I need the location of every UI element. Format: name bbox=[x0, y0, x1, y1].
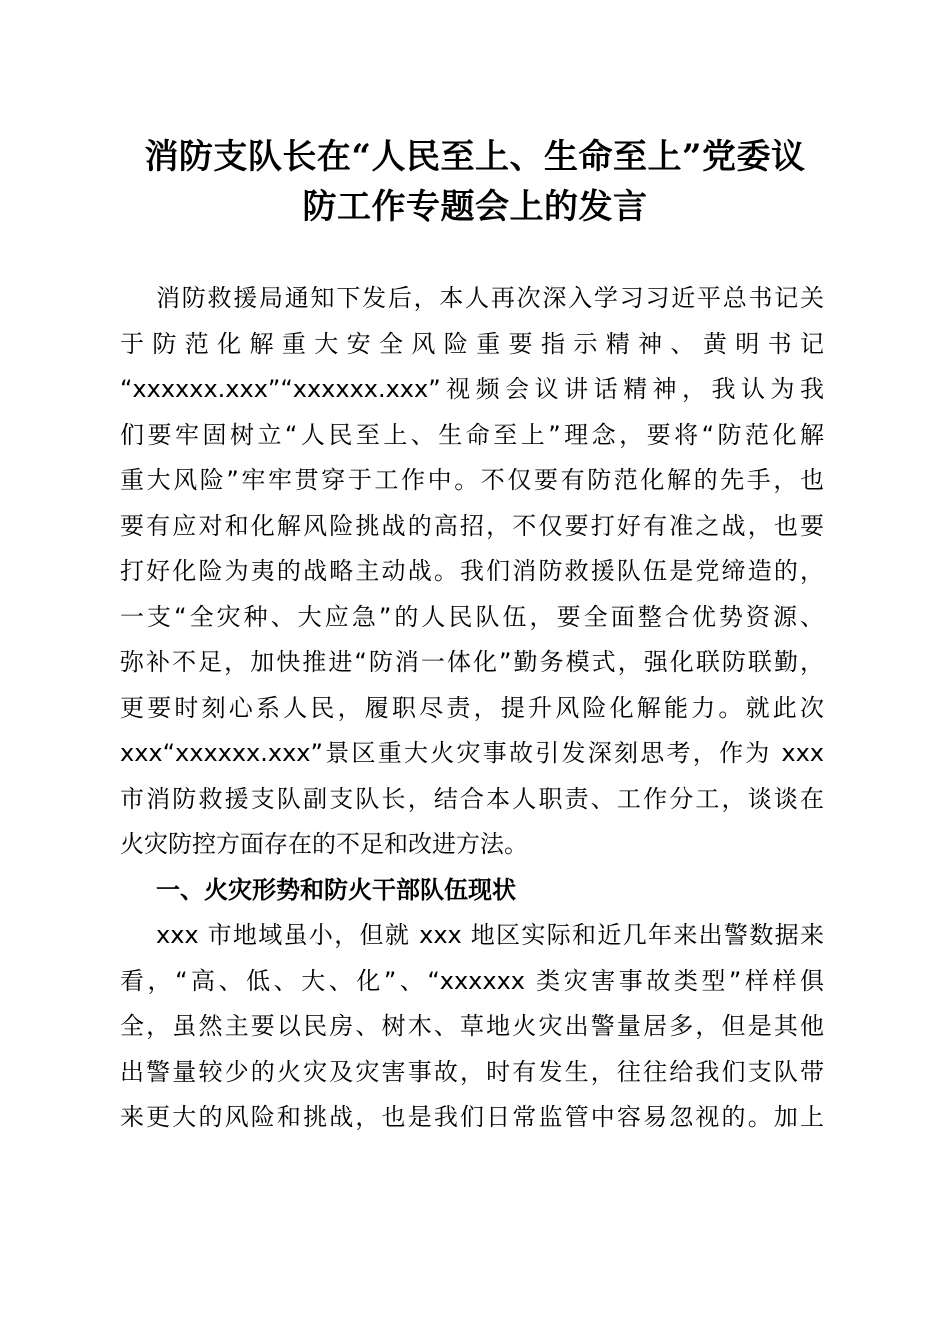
text-line: 消防救援局通知下发后，本人再次深入学习习近平总书记关 bbox=[156, 284, 824, 312]
text-line: 要有应对和化解风险挑战的高招，不仅要打好有准之战，也要 bbox=[120, 511, 824, 540]
paragraph-1 bbox=[120, 276, 824, 868]
text-line: 重大风险”牢牢贯穿于工作中。不仅要有防范化解的先手，也 bbox=[120, 466, 824, 494]
text-line: xxx 市地域虽小，但就 xxx 地区实际和近几年来出警数据来 bbox=[156, 921, 824, 949]
text-line: 打好化险为夷的战略主动战。我们消防救援队伍是党缔造的， bbox=[120, 557, 824, 585]
title-line-1: 消防支队长在“人民至上、生命至上”党委议 bbox=[144, 137, 806, 177]
text-line: 们要牢固树立“人民至上、生命至上”理念，要将“防范化解 bbox=[120, 420, 824, 449]
text-line: xxx“xxxxxx.xxx”景区重大火灾事故引发深刻思考，作为 xxx bbox=[120, 739, 824, 767]
text-line: “xxxxxx.xxx”“xxxxxx.xxx”视频会议讲话精神，我认为我 bbox=[120, 375, 824, 403]
document-title bbox=[100, 132, 850, 232]
text-line: 火灾防控方面存在的不足和改进方法。 bbox=[120, 830, 528, 858]
text-line: 一支“全灾种、大应急”的人民队伍，要全面整合优势资源、 bbox=[120, 602, 824, 631]
section-heading-1: 一、火灾形势和防火干部队伍现状 bbox=[156, 875, 516, 904]
text-line: 来更大的风险和挑战，也是我们日常监管中容易忽视的。加上 bbox=[120, 1103, 824, 1131]
text-line: 弥补不足，加快推进“防消一体化”勤务模式，强化联防联勤， bbox=[120, 648, 824, 676]
text-line: 全，虽然主要以民房、树木、草地火灾出警量居多，但是其他 bbox=[120, 1012, 824, 1040]
paragraph-2 bbox=[120, 913, 824, 1141]
text-line: 市消防救援支队副支队长，结合本人职责、工作分工，谈谈在 bbox=[120, 784, 824, 813]
document-body bbox=[120, 276, 824, 1141]
text-line: 于防范化解重大安全风险重要指示精神、黄明书记 bbox=[120, 329, 824, 358]
text-line: 看，“高、低、大、化”、“xxxxxx 类灾害事故类型”样样俱 bbox=[120, 966, 824, 995]
title-line-2: 防工作专题会上的发言 bbox=[302, 187, 648, 227]
text-line: 更要时刻心系人民，履职尽责，提升风险化解能力。就此次 bbox=[120, 693, 824, 722]
text-line: 出警量较少的火灾及灾害事故，时有发生，往往给我们支队带 bbox=[120, 1057, 824, 1086]
